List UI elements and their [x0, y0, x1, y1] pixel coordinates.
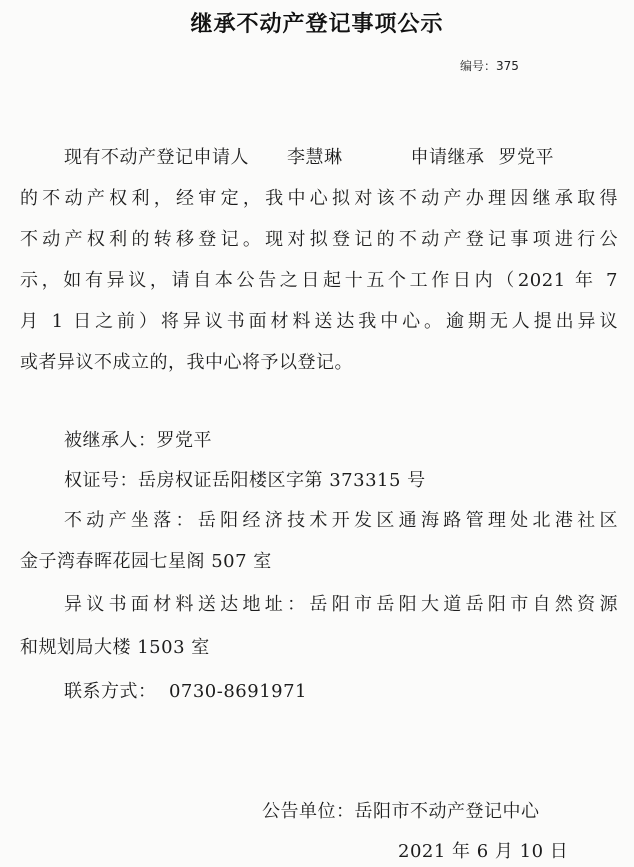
decedent-line: 被继承人：罗党平 [64, 430, 212, 451]
paragraph-line-4: 示，如有异议，请自本公告之日起十五个工作日内（2021 年 7 [20, 270, 618, 291]
inherit-label: 申请继承 [410, 147, 485, 168]
paragraph-line-5: 月 1 日之前）将异议书面材料送达我中心。逾期无人提出异议 [20, 311, 618, 332]
certificate-line: 权证号：岳房权证岳阳楼区字第 373315 号 [64, 470, 426, 491]
paragraph-line-6: 或者异议不成立的，我中心将予以登记。 [20, 352, 353, 373]
applicant-name: 李慧琳 [287, 147, 343, 168]
address-line-2: 和规划局大楼 1503 室 [20, 637, 210, 658]
notice-title: 继承不动产登记事项公示 [190, 12, 444, 37]
serial-number: 编号：375 [460, 59, 519, 73]
paragraph-line-2: 的不动产权利，经审定，我中心拟对该不动产办理因继承取得 [20, 188, 618, 209]
applicant-lead: 现有不动产登记申请人 [64, 147, 249, 168]
location-line-2: 金子湾春晖花园七星阁 507 室 [20, 551, 272, 572]
decedent-name: 罗党平 [498, 147, 554, 168]
address-line-1: 异议书面材料送达地址：岳阳市岳阳大道岳阳市自然资源 [64, 594, 618, 615]
location-line-1: 不动产坐落：岳阳经济技术开发区通海路管理处北港社区 [64, 510, 618, 531]
issuer-line: 公告单位：岳阳市不动产登记中心 [262, 801, 540, 822]
contact-line: 联系方式： 0730-8691971 [64, 681, 307, 702]
paragraph-line-1 [64, 146, 554, 170]
paragraph-line-3: 不动产权利的转移登记。现对拟登记的不动产登记事项进行公 [20, 229, 618, 250]
date-line: 2021 年 6 月 10 日 [398, 841, 569, 862]
